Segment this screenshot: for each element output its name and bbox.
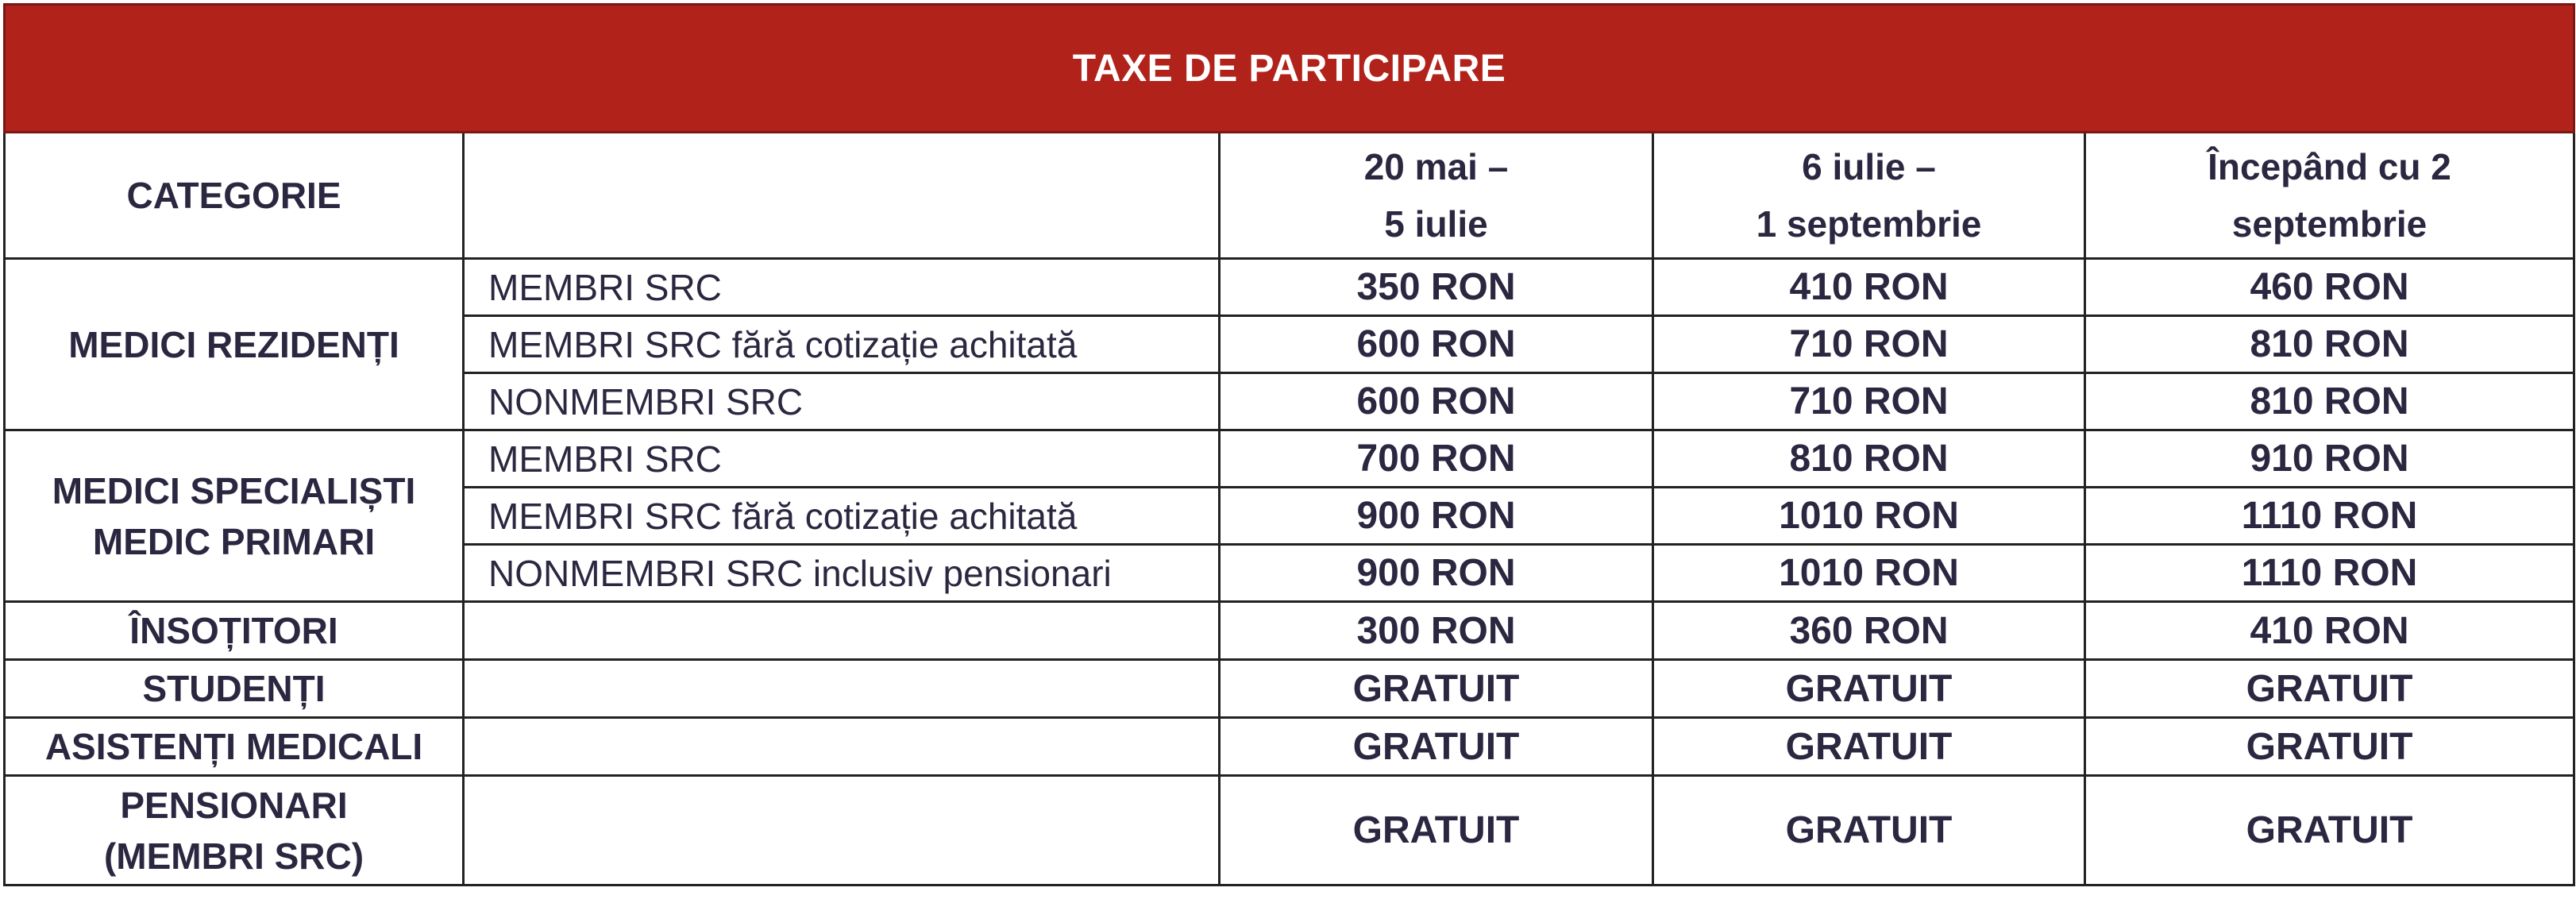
fee-cell: 710 RON (1653, 373, 2085, 430)
subcategory-empty (464, 718, 1220, 776)
category-rezidenti: MEDICI REZIDENȚI (5, 259, 464, 430)
fee-cell: GRATUIT (2085, 718, 2574, 776)
subcategory: MEMBRI SRC (464, 259, 1220, 316)
header-row (5, 133, 2574, 259)
table-row (5, 660, 2574, 718)
fee-cell: 710 RON (1653, 316, 2085, 373)
table-row (5, 718, 2574, 776)
subcategory: MEMBRI SRC (464, 430, 1220, 488)
fee-cell: 810 RON (2085, 373, 2574, 430)
fee-cell: 600 RON (1220, 316, 1653, 373)
subcategory: NONMEMBRI SRC inclusiv pensionari (464, 545, 1220, 602)
subcategory: MEMBRI SRC fără cotizație achitată (464, 488, 1220, 545)
fee-cell: 910 RON (2085, 430, 2574, 488)
category-insotitori: ÎNSOȚITORI (5, 602, 464, 660)
fee-cell: GRATUIT (2085, 660, 2574, 718)
header-period-3: Începând cu 2 septembrie (2085, 133, 2574, 259)
table-row (5, 430, 2574, 488)
fee-cell: GRATUIT (1653, 776, 2085, 885)
fees-table (3, 3, 2575, 886)
fee-cell: 900 RON (1220, 488, 1653, 545)
fee-cell: GRATUIT (1220, 718, 1653, 776)
subcategory-empty (464, 602, 1220, 660)
category-specialisti: MEDICI SPECIALIȘTI MEDIC PRIMARI (5, 430, 464, 602)
header-period-1: 20 mai – 5 iulie (1220, 133, 1653, 259)
fee-cell: 900 RON (1220, 545, 1653, 602)
category-asistenti: ASISTENȚI MEDICALI (5, 718, 464, 776)
category-pensionari: PENSIONARI (MEMBRI SRC) (5, 776, 464, 885)
fee-cell: GRATUIT (1653, 660, 2085, 718)
fee-cell: 410 RON (1653, 259, 2085, 316)
table-row (5, 776, 2574, 885)
fee-cell: GRATUIT (1653, 718, 2085, 776)
table-row (5, 602, 2574, 660)
header-subcategory (464, 133, 1220, 259)
fee-cell: 300 RON (1220, 602, 1653, 660)
fee-cell: 360 RON (1653, 602, 2085, 660)
fee-cell: GRATUIT (2085, 776, 2574, 885)
subcategory-empty (464, 660, 1220, 718)
fee-cell: 810 RON (1653, 430, 2085, 488)
subcategory-empty (464, 776, 1220, 885)
fee-cell: GRATUIT (1220, 660, 1653, 718)
fee-cell: 600 RON (1220, 373, 1653, 430)
table-row (5, 259, 2574, 316)
fee-cell: 1010 RON (1653, 488, 2085, 545)
fee-cell: 700 RON (1220, 430, 1653, 488)
table-title: TAXE DE PARTICIPARE (5, 5, 2574, 133)
fee-cell: 810 RON (2085, 316, 2574, 373)
fee-cell: 410 RON (2085, 602, 2574, 660)
subcategory: NONMEMBRI SRC (464, 373, 1220, 430)
fee-cell: 350 RON (1220, 259, 1653, 316)
fee-cell: GRATUIT (1220, 776, 1653, 885)
fee-cell: 1010 RON (1653, 545, 2085, 602)
fee-cell: 460 RON (2085, 259, 2574, 316)
subcategory: MEMBRI SRC fără cotizație achitată (464, 316, 1220, 373)
category-studenti: STUDENȚI (5, 660, 464, 718)
header-category: CATEGORIE (5, 133, 464, 259)
fee-cell: 1110 RON (2085, 488, 2574, 545)
header-period-2: 6 iulie – 1 septembrie (1653, 133, 2085, 259)
fee-cell: 1110 RON (2085, 545, 2574, 602)
